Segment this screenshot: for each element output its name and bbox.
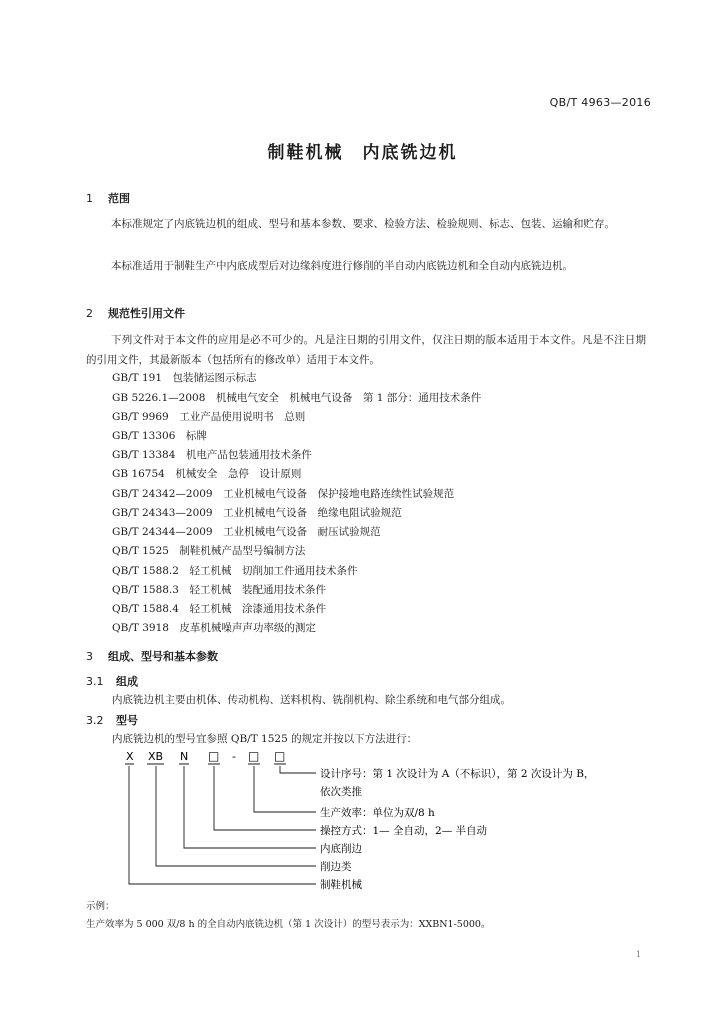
model-intro-text: 内底铣边机的型号宜参照 QB/T 1525 的规定并按以下方法进行： — [112, 733, 418, 745]
reference-item: QB/T 1525 制鞋机械产品型号编制方法 — [112, 545, 306, 557]
leader-lines — [129, 766, 316, 884]
section-title: 组成 — [116, 675, 138, 688]
label-shoe-machinery: 制鞋机械 — [320, 879, 362, 891]
scope-paragraph-1: 本标准规定了内底铣边机的组成、型号和基本参数、要求、检验方法、检验规则、标志、包装、运输和贮存。 — [111, 218, 615, 230]
reference-item: QB/T 3918 皮革机械噪声声功率级的测定 — [112, 622, 316, 634]
reference-item: GB/T 191 包装储运图示标志 — [112, 372, 257, 384]
page-number: 1 — [636, 950, 642, 959]
code-part-control-box: □ — [208, 749, 220, 763]
section-3-heading — [86, 648, 218, 664]
section-3-2-heading — [86, 712, 138, 728]
reference-item: GB/T 24342—2009 工业机械电气设备 保护接地电路连续性试验规范 — [112, 488, 455, 500]
section-number: 3.2 — [86, 714, 104, 727]
code-part-xb: XB — [148, 750, 164, 763]
label-design-sequence-cont: 依次类推 — [320, 786, 362, 798]
label-production-efficiency: 生产效率：单位为双/8 h — [320, 807, 435, 819]
document-title: 制鞋机械 内底铣边机 — [267, 143, 458, 163]
section-2-heading — [86, 305, 185, 321]
references-intro: 下列文件对于本文件的应用是必不可少的。凡是注日期的引用文件，仅注日期的版本适用于本文件。凡是不注日期的引用文件，其最新版本（包括所有的修改单）适用于本文件。 — [86, 334, 646, 366]
example-label: 示例： — [86, 901, 115, 912]
code-part-dash: - — [232, 750, 236, 763]
label-inner-sole-trimming: 内底削边 — [320, 843, 362, 855]
label-control-mode: 操控方式：1— 全自动，2— 半自动 — [320, 825, 488, 837]
section-title: 组成、型号和基本参数 — [108, 650, 218, 663]
section-title: 规范性引用文件 — [108, 307, 185, 320]
section-number: 3 — [86, 650, 93, 663]
standard-number: QB/T 4963—2016 — [549, 96, 651, 109]
code-part-design-box: □ — [274, 749, 286, 763]
section-title: 型号 — [116, 714, 138, 727]
reference-item: GB/T 24344—2009 工业机械电气设备 耐压试验规范 — [112, 526, 381, 538]
reference-item: GB/T 13306 标牌 — [112, 430, 207, 442]
composition-text: 内底铣边机主要由机体、传动机构、送料机构、铣削机构、除尘系统和电气部分组成。 — [112, 694, 511, 706]
section-number: 2 — [86, 307, 93, 320]
model-code-diagram — [112, 748, 672, 898]
code-part-x: X — [126, 750, 134, 763]
example-text: 生产效率为 5 000 双/8 h 的全自动内底铣边机（第 1 次设计）的型号表示为：XXBN1-5000。 — [86, 919, 491, 930]
reference-item: QB/T 1588.3 轻工机械 装配通用技术条件 — [112, 584, 326, 596]
section-1-heading — [86, 190, 130, 206]
reference-item: GB/T 9969 工业产品使用说明书 总则 — [112, 411, 306, 423]
code-part-n: N — [180, 750, 189, 763]
reference-item: QB/T 1588.4 轻工机械 涂漆通用技术条件 — [112, 603, 326, 615]
label-design-sequence: 设计序号：第 1 次设计为 A（不标识），第 2 次设计为 B， — [320, 768, 595, 780]
label-trimming-class: 削边类 — [320, 861, 352, 873]
section-number: 1 — [86, 192, 93, 205]
reference-item: QB/T 1588.2 轻工机械 切削加工件通用技术条件 — [112, 565, 358, 577]
section-3-1-heading — [86, 673, 138, 689]
scope-paragraph-2: 本标准适用于制鞋生产中内底成型后对边缘斜度进行修削的半自动内底铣边机和全自动内底铣边机。 — [111, 260, 573, 272]
reference-item: GB 5226.1—2008 机械电气安全 机械电气设备 第 1 部分：通用技术条件 — [112, 392, 482, 404]
section-title: 范围 — [108, 192, 130, 205]
reference-item: GB/T 24343—2009 工业机械电气设备 绝缘电阻试验规范 — [112, 507, 402, 519]
reference-item: GB 16754 机械安全 急停 设计原则 — [112, 468, 302, 480]
section-number: 3.1 — [86, 675, 104, 688]
code-part-efficiency-box: □ — [248, 749, 260, 763]
reference-item: GB/T 13384 机电产品包装通用技术条件 — [112, 449, 312, 461]
